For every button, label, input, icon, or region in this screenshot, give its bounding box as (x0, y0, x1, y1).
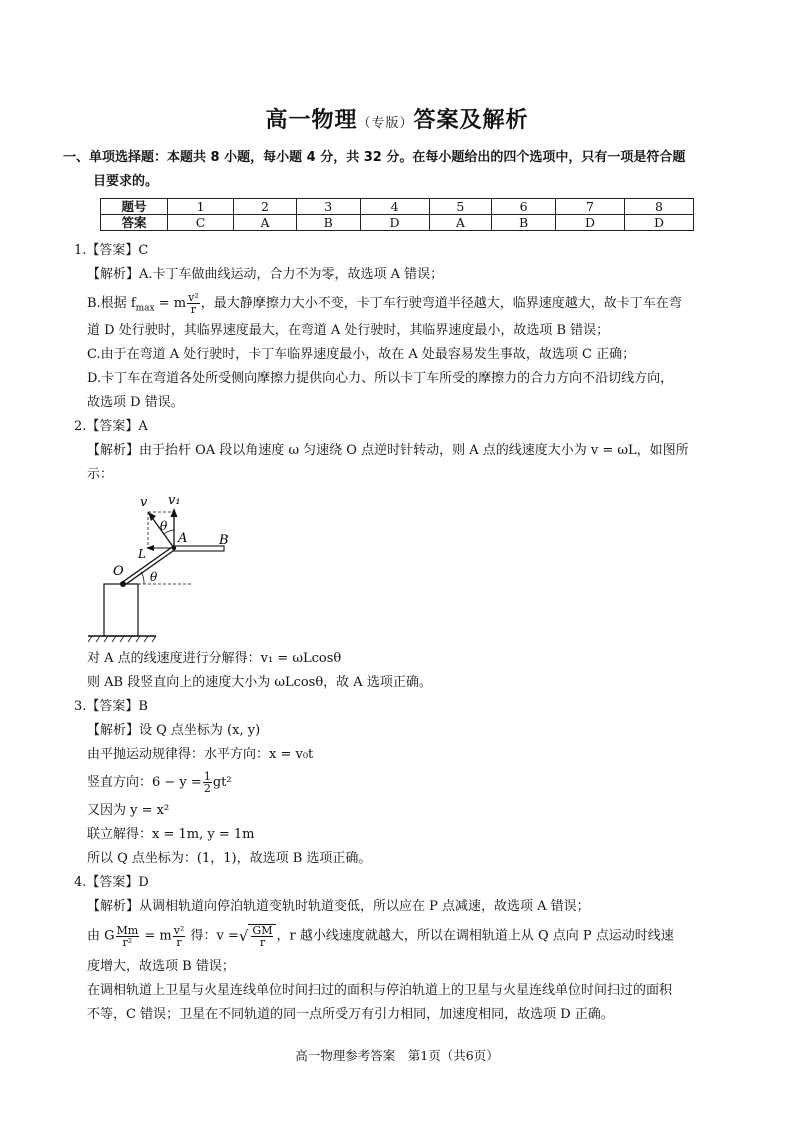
fraction-numerator: v² (188, 291, 199, 304)
q3-line3-post: gt² (212, 775, 232, 790)
page-footer: 高一物理参考答案 第1页（共6页） (295, 1048, 499, 1063)
title-main: 高一物理 (265, 108, 358, 133)
table-cell: 3 (296, 199, 360, 215)
fraction (251, 925, 273, 948)
table-cell: A (234, 215, 297, 231)
fraction-denominator: r (190, 303, 197, 316)
fraction-numerator: v² (173, 923, 185, 937)
fraction-numerator: Mm (116, 923, 139, 937)
q4-line2-mid2: 得：v = (186, 928, 239, 944)
table-cell: B (296, 215, 360, 231)
velocity-v1-arrowhead (171, 508, 178, 517)
q4-analysis-line2 (87, 924, 727, 948)
title-tail: 答案及解析 (413, 108, 529, 133)
title-sub: （专版） (357, 116, 414, 131)
velocity-diagram (86, 490, 266, 645)
table-cell: B (492, 215, 556, 231)
table-cell: D (624, 215, 693, 231)
label-v1: v₁ (168, 493, 181, 508)
label-v: v (140, 495, 148, 510)
q4-analysis-line5: 不等，C 错误；卫星在不同轨道的同一点所受万有引力相同，加速度相同，故选项 D 正确。 (87, 1007, 614, 1022)
q2-analysis-line1: 【解析】由于抬杆 OA 段以角速度 ω 匀速绕 O 点逆时针转动，则 A 点的线速度大小为 v = ωL，如图所 (87, 443, 689, 458)
q1-b-eq: = m (154, 296, 187, 311)
sqrt-body (248, 924, 276, 948)
q3-analysis-line4: 又因为 y = x² (87, 803, 170, 818)
table-cell: 1 (168, 199, 234, 215)
q4-line2-mid: = m (140, 928, 172, 944)
q2-analysis-line2: 示： (87, 467, 114, 482)
table-cell: 7 (555, 199, 624, 215)
q4-line2-rest: ，r 越小线速度就越大，所以在调相轨道上从 Q 点向 P 点运动时线速 (276, 928, 674, 944)
table-row (101, 215, 694, 231)
q3-analysis-line1: 【解析】设 Q 点坐标为 (x, y) (87, 723, 261, 738)
q3-line3-pre: 竖直方向：6 − y = (87, 775, 202, 790)
pillar (104, 584, 138, 636)
fraction-numerator: 1 (203, 770, 211, 783)
table-cell: A (429, 215, 492, 231)
ground-hatch (88, 636, 156, 642)
table-row-label: 题号 (101, 199, 168, 215)
q3-analysis-line6: 所以 Q 点坐标为：(1，1)，故选项 B 选项正确。 (87, 851, 372, 866)
table-cell: C (168, 215, 234, 231)
velocity-v-arrowhead (148, 512, 156, 521)
q3-answer: 3.【答案】B (74, 699, 148, 714)
table-cell: 6 (492, 199, 556, 215)
table-cell: 8 (624, 199, 693, 215)
answer-table (100, 198, 694, 231)
q1-analysis-d2: 故选项 D 错误。 (87, 395, 184, 410)
table-row (101, 199, 694, 215)
arm-oa-inner (123, 548, 174, 584)
label-theta-bottom: θ (150, 570, 158, 584)
q3-analysis-line3 (87, 771, 727, 794)
q1-analysis-d1: D.卡丁车在弯道各处所受侧向摩擦力提供向心力、所以卡丁车所受的摩擦力的合力方向不沿切线方向， (87, 371, 674, 386)
q1-analysis-b2: 道 D 处行驶时，其临界速度最大，在弯道 A 处行驶时，其临界速度最小，故选项 B 错误； (87, 323, 610, 338)
section-heading-line1: 一、单项选择题：本题共 8 小题，每小题 4 分，共 32 分。在每小题给出的四个选项中，只有一项是符合题 (63, 150, 686, 165)
q4-analysis-line3: 度增大，故选项 B 错误； (87, 959, 235, 974)
table-cell: 5 (429, 199, 492, 215)
fraction-denominator: r (176, 935, 182, 949)
fraction-denominator: r (259, 936, 266, 949)
q1-analysis-c: C.由于在弯道 A 处行驶时，卡丁车临界速度最小，故在 A 处最容易发生事故，故选项 C 正确； (87, 347, 636, 362)
q4-answer: 4.【答案】D (74, 875, 149, 890)
page-title (0, 103, 794, 134)
q4-analysis-line4: 在调相轨道上卫星与火星连线单位时间扫过的面积与停泊轨道上的卫星与火星连线单位时间扫过的面积 (87, 983, 673, 998)
q1-b-prefix: B.根据 f (87, 296, 136, 311)
bar-ab (174, 546, 224, 551)
q3-analysis-line2: 由平抛运动规律得：水平方向：x = v₀t (87, 747, 314, 762)
q3-analysis-line5: 联立解得：x = 1m, y = 1m (87, 827, 255, 842)
q4-analysis-line1: 【解析】从调相轨道向停泊轨道变轨时轨道变低，所以应在 P 点减速，故选项 A 错误； (87, 899, 590, 914)
fraction (187, 292, 200, 315)
table-cell: D (555, 215, 624, 231)
fraction (203, 771, 212, 794)
q1-b-sub: max (135, 303, 155, 314)
section-heading-line2: 目要求的。 (93, 174, 159, 189)
q1-analysis-b (87, 292, 727, 320)
q2-answer: 2.【答案】A (74, 419, 148, 434)
table-cell: 4 (360, 199, 429, 215)
fraction (116, 925, 140, 948)
q2-analysis-line3: 对 A 点的线速度进行分解得：v₁ = ωLcosθ (87, 651, 342, 666)
table-cell: D (360, 215, 429, 231)
table-row-label: 答案 (101, 215, 168, 231)
label-l: L (138, 547, 146, 561)
sqrt-sign: √ (238, 927, 249, 945)
section-heading (63, 146, 723, 194)
fraction-denominator: r² (122, 935, 133, 949)
fraction-numerator: GM (252, 924, 273, 937)
label-b: B (219, 533, 229, 548)
velocity-horizontal-arrowhead (146, 545, 154, 551)
q4-line2-pre: 由 G (87, 928, 115, 944)
table-cell: 2 (234, 199, 297, 215)
q1-b-rest: ，最大静摩擦力大小不变，卡丁车行驶弯道半径越大，临界速度越大，故卡丁车在弯 (200, 296, 682, 311)
q1-answer: 1.【答案】C (74, 243, 149, 258)
fraction (173, 925, 186, 948)
q1-analysis-a: 【解析】A.卡丁车做曲线运动，合力不为零，故选项 A 错误； (87, 267, 444, 282)
label-o: O (113, 564, 124, 579)
fraction-denominator: 2 (203, 782, 211, 795)
q2-analysis-line4: 则 AB 段竖直向上的速度大小为 ωLcosθ，故 A 选项正确。 (87, 675, 432, 690)
label-a: A (178, 531, 188, 546)
label-theta-top: θ (160, 519, 168, 533)
